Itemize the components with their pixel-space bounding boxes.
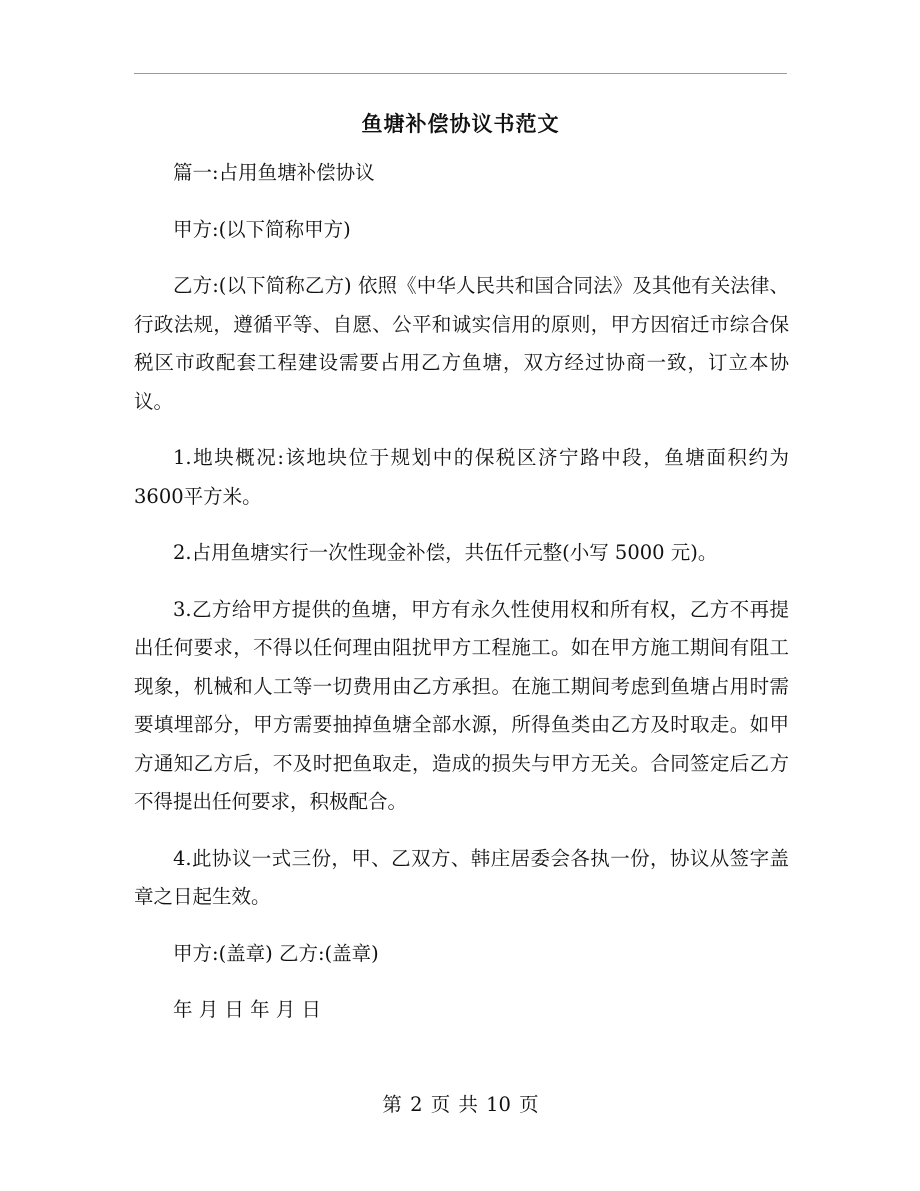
date-line: 年 月 日 年 月 日 xyxy=(173,998,321,1021)
page-number: 第 2 页 共 10 页 xyxy=(382,1093,539,1116)
header-rule xyxy=(134,73,787,74)
document-body xyxy=(134,154,789,1048)
clause-3: 3.乙方给甲方提供的鱼塘，甲方有永久性使用权和所有权，乙方不再提出任何要求，不得以任何理由阻扰甲方工程施工。如在甲方施工期间有阻工现象，机械和人工等一切费用由乙方承担。在施工期间考虑到鱼塘占用时需要填埋部分，甲方需要抽掉鱼塘全部水源，所得鱼类由乙方及时取走。如甲方通知乙方后，不及时把鱼取走，造成的损失与甲方无关。合同签定后乙方不得提出任何要求，积极配合。 xyxy=(134,597,789,813)
preamble-paragraph: 乙方:(以下简称乙方) 依照《中华人民共和国合同法》及其他有关法律、行政法规，遵循平等、自愿、公平和诚实信用的原则，甲方因宿迁市综合保税区市政配套工程建设需要占用乙方鱼塘，双方经过协商一致，订立本协议。 xyxy=(134,274,789,413)
clause-4: 4.此协议一式三份，甲、乙双方、韩庄居委会各执一份，协议从签字盖章之日起生效。 xyxy=(134,846,789,908)
clause-2: 2.占用鱼塘实行一次性现金补偿，共伍仟元整(小写 5000 元)。 xyxy=(173,541,718,564)
section-heading: 篇一:占用鱼塘补偿协议 xyxy=(173,161,375,184)
signature-line: 甲方:(盖章) 乙方:(盖章) xyxy=(173,941,379,965)
clause-1: 1.地块概况:该地块位于规划中的保税区济宁路中段，鱼塘面积约为3600平方米。 xyxy=(134,446,789,508)
document-title: 鱼塘补偿协议书范文 xyxy=(361,111,560,136)
party-a-line: 甲方:(以下简称甲方) xyxy=(173,217,351,241)
